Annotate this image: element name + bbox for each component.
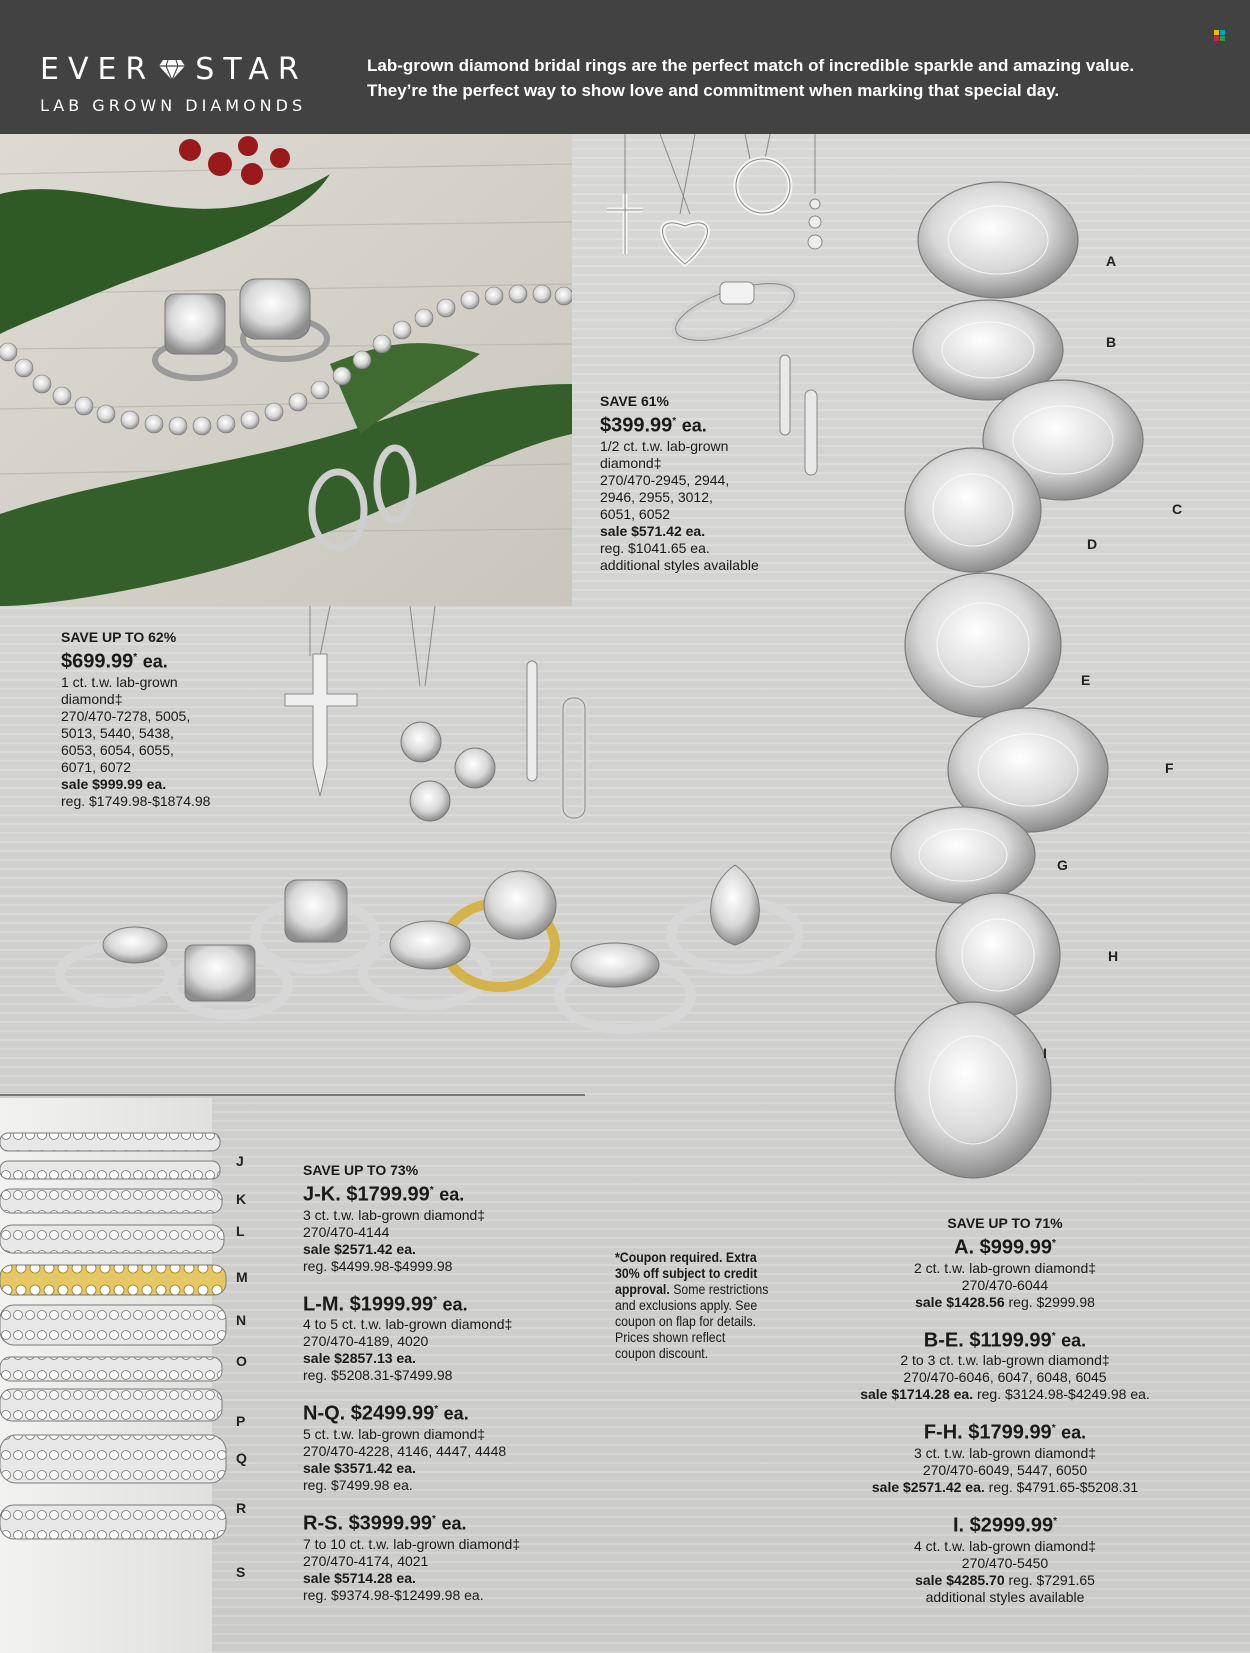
- offer-price: [830, 1325, 1180, 1353]
- offer-sku: 270/470-6044: [961, 1276, 1049, 1293]
- offer-sku: 270/470-4228, 4146, 4447, 4448: [303, 1442, 507, 1459]
- ring-label-d: D: [1087, 536, 1098, 552]
- tagline-line-2: They’re the perfect way to show love and commitment when marking that special day.: [367, 81, 1060, 100]
- brand-name-right: STAR: [195, 52, 308, 87]
- bracelet-label-k: K: [236, 1191, 247, 1207]
- price-unit: ea.: [442, 1294, 468, 1315]
- offer-reg: reg. $1041.65 ea.: [600, 539, 710, 556]
- price-value: $2999.99: [969, 1514, 1054, 1537]
- header-tagline: [367, 53, 1187, 103]
- price-star: *: [1053, 1515, 1057, 1527]
- offer-line: 270/470-2945, 2944,: [600, 471, 730, 488]
- price-code: L-M.: [303, 1293, 345, 1316]
- tagline-line-1: Lab-grown diamond bridal rings are the perfect match of incredible sparkle and amazing value.: [367, 56, 1135, 75]
- bracelet-label-p: P: [236, 1413, 246, 1429]
- offer-sku: 270/470-4189, 4020: [303, 1333, 429, 1350]
- offer-sale: sale $2857.13 ea.: [303, 1350, 416, 1367]
- bridal-rings-row: [55, 845, 815, 1045]
- diamond-icon: [159, 59, 185, 81]
- coupon-bold: approval.: [615, 1281, 670, 1297]
- offer-sale-reg: [830, 1294, 1180, 1311]
- price-value: $1199.99: [969, 1329, 1052, 1352]
- offer-sale-reg: [830, 1572, 1180, 1589]
- offer-sku: 270/470-5450: [961, 1554, 1049, 1571]
- rings-column: [878, 165, 1178, 1185]
- bracelet-label-r: R: [236, 1500, 247, 1516]
- offer-note: additional styles available: [600, 556, 759, 573]
- offer-reg: reg. $7291.65: [1008, 1571, 1095, 1588]
- ring-label-g: G: [1057, 857, 1068, 873]
- brand-logo: [40, 52, 340, 115]
- price-code: B-E.: [923, 1329, 964, 1352]
- offer-desc: 7 to 10 ct. t.w. lab-grown diamond‡: [303, 1535, 521, 1552]
- offer-price: [830, 1417, 1180, 1445]
- color-swatch-icon: [1214, 30, 1226, 42]
- price-star: *: [429, 1185, 434, 1196]
- price-star: *: [431, 1513, 436, 1525]
- ring-d: [905, 448, 1041, 572]
- price-code: F-H.: [923, 1421, 963, 1444]
- offer-line: diamond‡: [600, 454, 662, 471]
- price-value: $3999.99: [348, 1512, 432, 1535]
- offer-line: 1 ct. t.w. lab-grown: [61, 673, 178, 690]
- price-unit: ea.: [142, 651, 168, 672]
- offer-sku: 270/470-4174, 4021: [303, 1552, 429, 1569]
- offer-save: SAVE UP TO 71%: [947, 1215, 1063, 1231]
- offer-line: diamond‡: [61, 690, 123, 707]
- offer-sku: 270/470-6046, 6047, 6048, 6045: [903, 1369, 1107, 1386]
- ring-label-f: F: [1165, 760, 1174, 776]
- offer-reg: reg. $7499.98 ea.: [303, 1476, 413, 1493]
- offer-reg: reg. $2999.98: [1008, 1293, 1095, 1310]
- price-code: N-Q.: [303, 1402, 346, 1425]
- section-divider: [0, 1094, 585, 1096]
- price-star: *: [133, 652, 138, 663]
- price-unit: ea.: [1061, 1330, 1087, 1351]
- offer-sale: sale $3571.42 ea.: [303, 1459, 416, 1476]
- offer-line: 6071, 6072: [61, 758, 132, 775]
- brand-name-left: EVER: [40, 52, 156, 87]
- price-value: $1799.99: [968, 1421, 1052, 1444]
- offer-sale: sale $2571.42 ea.: [303, 1240, 416, 1257]
- coupon-line: [615, 1281, 791, 1297]
- ring-g: [891, 807, 1035, 903]
- header-banner: [0, 0, 1250, 134]
- offer-price: [830, 1510, 1180, 1538]
- offer-line: 6053, 6054, 6055,: [61, 741, 174, 758]
- price-value: $999.99: [979, 1236, 1052, 1259]
- brand-subtitle: LAB GROWN DIAMONDS: [40, 96, 307, 115]
- price-value: $1999.99: [349, 1293, 434, 1316]
- pendants-group-large: [265, 606, 595, 826]
- offer-desc: 3 ct. t.w. lab-grown diamond‡: [303, 1206, 486, 1223]
- coupon-line: 30% off subject to credit: [615, 1265, 758, 1281]
- coupon-line: and exclusions apply. See: [615, 1297, 758, 1313]
- price-code: J-K.: [303, 1183, 341, 1206]
- offer-sale: sale $4285.70: [915, 1571, 1005, 1588]
- offer-reg: reg. $3124.98-$4249.98 ea.: [976, 1386, 1150, 1403]
- ring-label-b: B: [1106, 334, 1117, 350]
- ring-e: [905, 573, 1061, 717]
- offer-note: additional styles available: [925, 1588, 1085, 1605]
- offer-sale: sale $999.99 ea.: [61, 775, 167, 792]
- pendants-group-small: [585, 134, 835, 374]
- offer-desc: 5 ct. t.w. lab-grown diamond‡: [303, 1425, 486, 1442]
- price-unit: ea.: [1061, 1422, 1087, 1443]
- offer-sku: 270/470-6049, 5447, 6050: [922, 1461, 1088, 1478]
- offer-desc: 3 ct. t.w. lab-grown diamond‡: [913, 1444, 1097, 1461]
- price-value: $699.99: [61, 650, 134, 673]
- price-star: *: [1051, 1330, 1056, 1342]
- offer-sale: sale $5714.28 ea.: [303, 1569, 416, 1586]
- coupon-disclaimer: [615, 1249, 791, 1361]
- price-star: *: [672, 416, 677, 427]
- bracelet-label-s: S: [236, 1564, 246, 1580]
- ring-label-e: E: [1081, 672, 1091, 688]
- price-unit: ea.: [443, 1403, 469, 1424]
- offer-save: SAVE UP TO 62%: [61, 629, 177, 645]
- bracelets-stack: [0, 1125, 230, 1595]
- offer-line: 270/470-7278, 5005,: [61, 707, 191, 724]
- offer-reg: reg. $4499.98-$4999.98: [303, 1257, 453, 1274]
- offer-save: SAVE 61%: [600, 393, 669, 409]
- offer-sale-reg: [830, 1386, 1180, 1403]
- bracelet-label-n: N: [236, 1312, 247, 1328]
- offer-line: 6051, 6052: [600, 505, 671, 522]
- coupon-line: coupon discount.: [615, 1345, 709, 1361]
- offer-reg: reg. $1749.98-$1874.98: [61, 792, 211, 809]
- price-unit: ea.: [439, 1184, 465, 1205]
- bracelet-label-q: Q: [236, 1450, 247, 1466]
- price-unit: ea.: [441, 1513, 467, 1534]
- offer-price: [303, 1179, 603, 1207]
- lifestyle-photo: [0, 134, 572, 606]
- offer-sale-reg: [830, 1479, 1180, 1496]
- brand-name: [40, 52, 340, 87]
- offer-price: [61, 646, 261, 674]
- bracelet-label-o: O: [236, 1353, 247, 1369]
- offer-desc: 4 ct. t.w. lab-grown diamond‡: [913, 1537, 1097, 1554]
- price-code: A.: [954, 1236, 975, 1259]
- ring-h: [936, 893, 1060, 1017]
- offer-sale: sale $1428.56: [915, 1293, 1005, 1310]
- coupon-line: coupon on flap for details.: [615, 1313, 757, 1329]
- offer-price: [303, 1289, 603, 1317]
- offer-desc: 2 to 3 ct. t.w. lab-grown diamond‡: [900, 1352, 1110, 1369]
- offer-sale: sale $2571.42 ea.: [871, 1478, 985, 1495]
- bracelet-label-m: M: [236, 1269, 248, 1285]
- offer-sale: sale $571.42 ea.: [600, 522, 706, 539]
- price-star: *: [434, 1404, 439, 1416]
- offer-desc: 2 ct. t.w. lab-grown diamond‡: [913, 1259, 1097, 1276]
- price-value: $1799.99: [346, 1183, 430, 1206]
- offer-sale: sale $1714.28 ea.: [860, 1386, 974, 1403]
- offer-pendants-small: [600, 393, 800, 574]
- ring-label-i: I: [1043, 1045, 1047, 1061]
- price-code: I.: [952, 1514, 965, 1537]
- offer-price: [303, 1508, 603, 1536]
- offer-desc: 4 to 5 ct. t.w. lab-grown diamond‡: [303, 1316, 513, 1333]
- ring-i: [895, 1002, 1051, 1178]
- offer-reg: reg. $9374.98-$12499.98 ea.: [303, 1586, 484, 1603]
- bracelet-label-l: L: [236, 1223, 245, 1239]
- coupon-line: Prices shown reflect: [615, 1329, 726, 1345]
- offer-line: 1/2 ct. t.w. lab-grown: [600, 437, 729, 454]
- price-unit: ea.: [681, 415, 707, 436]
- price-star: *: [1051, 1238, 1056, 1249]
- offer-rings: [830, 1215, 1180, 1606]
- price-star: *: [433, 1294, 437, 1306]
- offer-save: SAVE UP TO 73%: [303, 1162, 419, 1178]
- bracelet-label-j: J: [236, 1153, 244, 1169]
- offer-price: [303, 1398, 603, 1426]
- price-value: $2499.99: [350, 1402, 435, 1425]
- offer-line: 5013, 5440, 5438,: [61, 724, 174, 741]
- offer-price: [830, 1232, 1180, 1260]
- coupon-line: *Coupon required. Extra: [615, 1249, 757, 1265]
- ring-label-c: C: [1172, 501, 1183, 517]
- price-code: R-S.: [303, 1512, 343, 1535]
- coupon-text: Some restrictions: [669, 1281, 769, 1297]
- price-value: $399.99: [600, 414, 673, 437]
- offer-bracelets: [303, 1162, 603, 1604]
- ring-a: [918, 182, 1078, 298]
- offer-pendants-large: [61, 629, 261, 810]
- ring-label-a: A: [1106, 253, 1117, 269]
- offer-sku: 270/470-4144: [303, 1223, 390, 1240]
- offer-price: [600, 410, 800, 438]
- ring-label-h: H: [1108, 948, 1119, 964]
- offer-reg: reg. $5208.31-$7499.98: [303, 1367, 453, 1384]
- offer-reg: reg. $4791.65-$5208.31: [988, 1478, 1139, 1495]
- price-star: *: [1051, 1423, 1056, 1435]
- offer-line: 2946, 2955, 3012,: [600, 488, 713, 505]
